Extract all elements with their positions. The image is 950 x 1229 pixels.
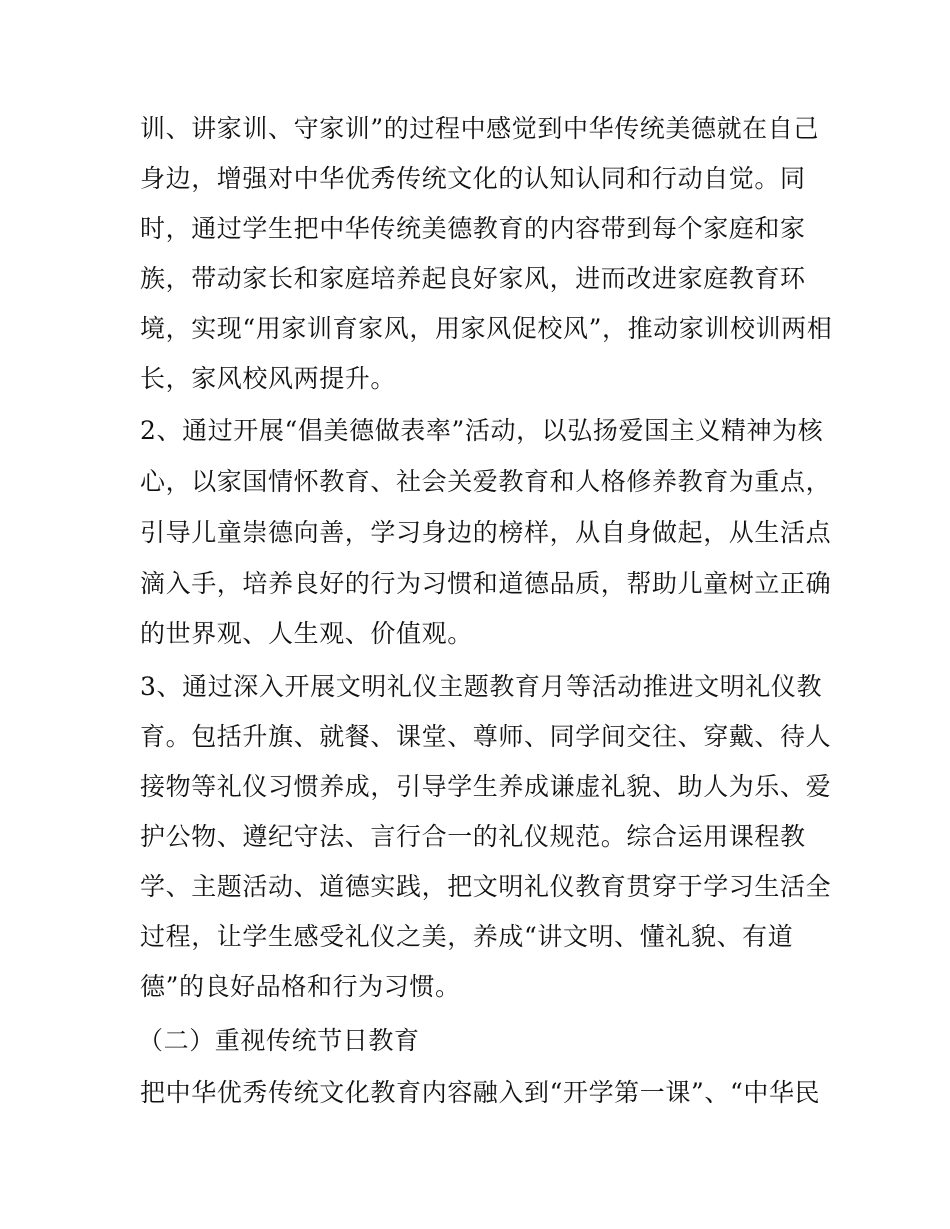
section-heading: （二）重视传统节日教育 (138, 1026, 420, 1055)
paragraph-line: 境，实现“用家训育家风，用家风促校风”，推动家训校训两相 (140, 314, 833, 343)
paragraph-line: 的世界观、人生观、价值观。 (140, 619, 473, 648)
paragraph-line: 接物等礼仪习惯养成，引导学生养成谦虚礼貌、助人为乐、爱 (140, 772, 832, 801)
paragraph-line: 3、通过深入开展文明礼仪主题教育月等活动推进文明礼仪教 (140, 672, 823, 701)
paragraph-line: 心，以家国情怀教育、社会关爱教育和人格修养教育为重点， (140, 467, 832, 496)
paragraph-line: 把中华优秀传统文化教育内容融入到“开学第一课”、“中华民 (140, 1078, 821, 1107)
paragraph-line: 时，通过学生把中华传统美德教育的内容带到每个家庭和家 (140, 214, 806, 243)
paragraph-line: 训、讲家训、守家训”的过程中感觉到中华传统美德就在自己 (140, 114, 819, 143)
paragraph-line: 学、主题活动、道德实践，把文明礼仪教育贯穿于学习生活全 (140, 872, 832, 901)
paragraph-line: 护公物、遵纪守法、言行合一的礼仪规范。综合运用课程教 (140, 822, 806, 851)
paragraph-line: 滴入手，培养良好的行为习惯和道德品质，帮助儿童树立正确 (140, 569, 832, 598)
paragraph-line: 引导儿童崇德向善，学习身边的榜样，从自身做起，从生活点 (140, 518, 832, 547)
paragraph-line: 过程，让学生感受礼仪之美，养成“讲文明、懂礼貌、有道 (140, 922, 794, 951)
paragraph-line: 族，带动家长和家庭培养起良好家风，进而改进家庭教育环 (140, 264, 806, 293)
paragraph-line: 德”的良好品格和行为习惯。 (140, 972, 461, 1001)
paragraph-line: 身边，增强对中华优秀传统文化的认知认同和行动自觉。同 (140, 164, 806, 193)
paragraph-line: 长，家风校风两提升。 (140, 364, 397, 393)
paragraph-line: 2、通过开展“倡美德做表率”活动，以弘扬爱国主义精神为核 (140, 416, 824, 445)
paragraph-line: 育。包括升旗、就餐、课堂、尊师、同学间交往、穿戴、待人 (140, 722, 832, 751)
